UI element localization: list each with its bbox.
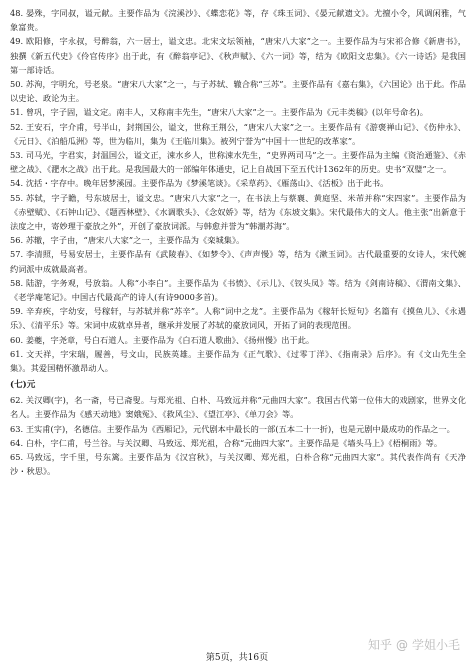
- entry-62: 62. 关汉卿(字)，名一斋，号已斋叟。与郑光祖、白朴、马致远并称“元曲四大家”。我国古代第一位伟大的戏剧家，世界文化名人。主要作品为《感天动地》窦娥冤》、《救风尘》、《望江亭》、《单刀会》等。: [10, 395, 466, 420]
- watermark-brand: 知乎: [367, 638, 392, 652]
- entry-55: 55. 苏轼，字子瞻，号东坡居士，谥文忠。“唐宋八大家”之一，在书法上与蔡襄、黄庭坚、米芾并称“宋四家”。主要作品为《赤壁赋》、《石钟山记》、《题西林壁》、《水调歌头》、《念奴娇》等，结为《东坡文集》。宋代最伟大的文人。他主张“出新意于法度之中，寄妙理于豪放之外”，开创了豪放词派。与韩愈并誉为“韩潮苏海”。: [10, 192, 466, 232]
- entry-58: 58. 陆游，字务观，号放翁。人称“小李白”。主要作品为《书愤》、《示儿》、《钗头凤》等。结为《剑南诗稿》、《渭南文集》、《老学庵笔记》。中国古代最高产的诗人(有诗9000多首)。: [10, 277, 466, 303]
- page-content: [10, 6, 466, 479]
- entry-51: 51. 曾巩，字子固，谥文定。南丰人，又称南丰先生，“唐宋八大家”之一。主要作品为《元丰类稿》(以年号命名)。: [10, 107, 428, 118]
- entry-63: 63. 王实甫(字)，名德信。主要作品为《西厢记》，元代剧本中最长的一部(五本二十一折)，也是元剧中最成功的作品之一。: [10, 423, 455, 434]
- watermark-name: 学姐小毛: [411, 638, 460, 652]
- entry-54: 54. 沈括・字存中。晚年居梦溪园。主要作品为《梦溪笔谈》。《采草药》、《雁荡山》、《活板》出于此书。: [10, 178, 389, 189]
- entry-56: 56. 苏辙，字子由，“唐宋八大家”之一，主要作品为《栾城集》。: [10, 235, 245, 246]
- entry-61: 61. 文天祥，字宋瑞，履善，号文山，民族英雄。主要作品为《正气歌》、《过零丁洋》、《指南录》后序》。有《文山先生全集》。其爱国精怀激昂动人。: [10, 348, 466, 374]
- entry-48: 48. 晏殊，字同叔，谥元献。主要作品为《浣溪沙》、《蝶恋花》等，存《珠玉词》、《晏元献遗文》。尤擅小令，风调闲雅，气象富贵。: [10, 8, 466, 33]
- entry-57: 57. 李清照，号易安居士，主要作品有《武陵春》、《如梦令》、《声声慢》等，结为《漱玉词》。古代最重要的女诗人，宋代婉约词派中成就最高者。: [10, 249, 466, 274]
- entry-49: 49. 欧阳修，字永叔，号醉翁，六一居士，谥文忠。北宋文坛领袖，“唐宋八大家”之一。主要作品为与宋祁合修《新唐书》，独撰《新五代史》《伶官传序》出于此，有《醉翁亭记》、《秋声赋》、《六一词》等，结为《欧阳文忠集》。《六一诗话》是我国第一部诗话。: [10, 36, 466, 75]
- entry-52: 52. 王安石，字介甫，号半山，封荆国公，谥文，世称王荆公，“唐宋八大家”之一。主要作品有《游褒禅山记》、《伤仲永》、《元日》、《泊船瓜洲》等，世为临川，集为《王临川集》。被列宁誉为“中国十一世纪的改革家”。: [10, 121, 466, 146]
- entry-64: 64. 白朴，字仁甫，号兰谷。与关汉卿、马致远、郑光祖，合称“元曲四大家”。主要作品是《墙头马上》《梧桐雨》等。: [10, 437, 443, 448]
- page-number-footer: 第5页，共16页: [205, 653, 269, 663]
- section-heading-yuan: (七)元: [10, 380, 36, 391]
- entry-50: 50. 苏洵，字明允，号老泉。“唐宋八大家”之一，与子苏轼、辙合称“三苏”。主要作品有《嘉右集》，《六国论》出于此。作品以史论、政论为主。: [10, 79, 466, 104]
- entry-59: 59. 辛弃疾，字幼安，号稼轩，与苏轼并称“苏辛”。人称“词中之龙”。主要作品为《稼轩长短句》名篇有《摸鱼儿》、《永遇乐》、《清平乐》等。宋词中成就卓异者，继承并发展了苏轼的豪放词风，开拓了词的表现范围。: [10, 306, 466, 331]
- entry-53: 53. 司马光，字君实，封温国公，谥文正，涑水乡人，世称涑水先生，“史界两司马”之一。主要作品为主编《资治通鉴》、《赤壁之战》、《淝水之战》出于此。是我国最大的一部编年体通史，记上自战国下至五代计1362年的历史。史书“双璧”之一。: [10, 150, 466, 175]
- entry-60: 60. 姜夔，字尧章，号白石道人。主要作品为《白石道人歌曲》、《扬州慢》出于此。: [10, 334, 315, 345]
- watermark-at: @: [395, 637, 408, 652]
- entry-65: 65. 马致远，字千里，号东篱。主要作品为《汉宫秋》，与关汉卿、郑光祖，白朴合称“元曲四大家”。其代表作尚有《天净沙・秋思》。: [10, 452, 466, 477]
